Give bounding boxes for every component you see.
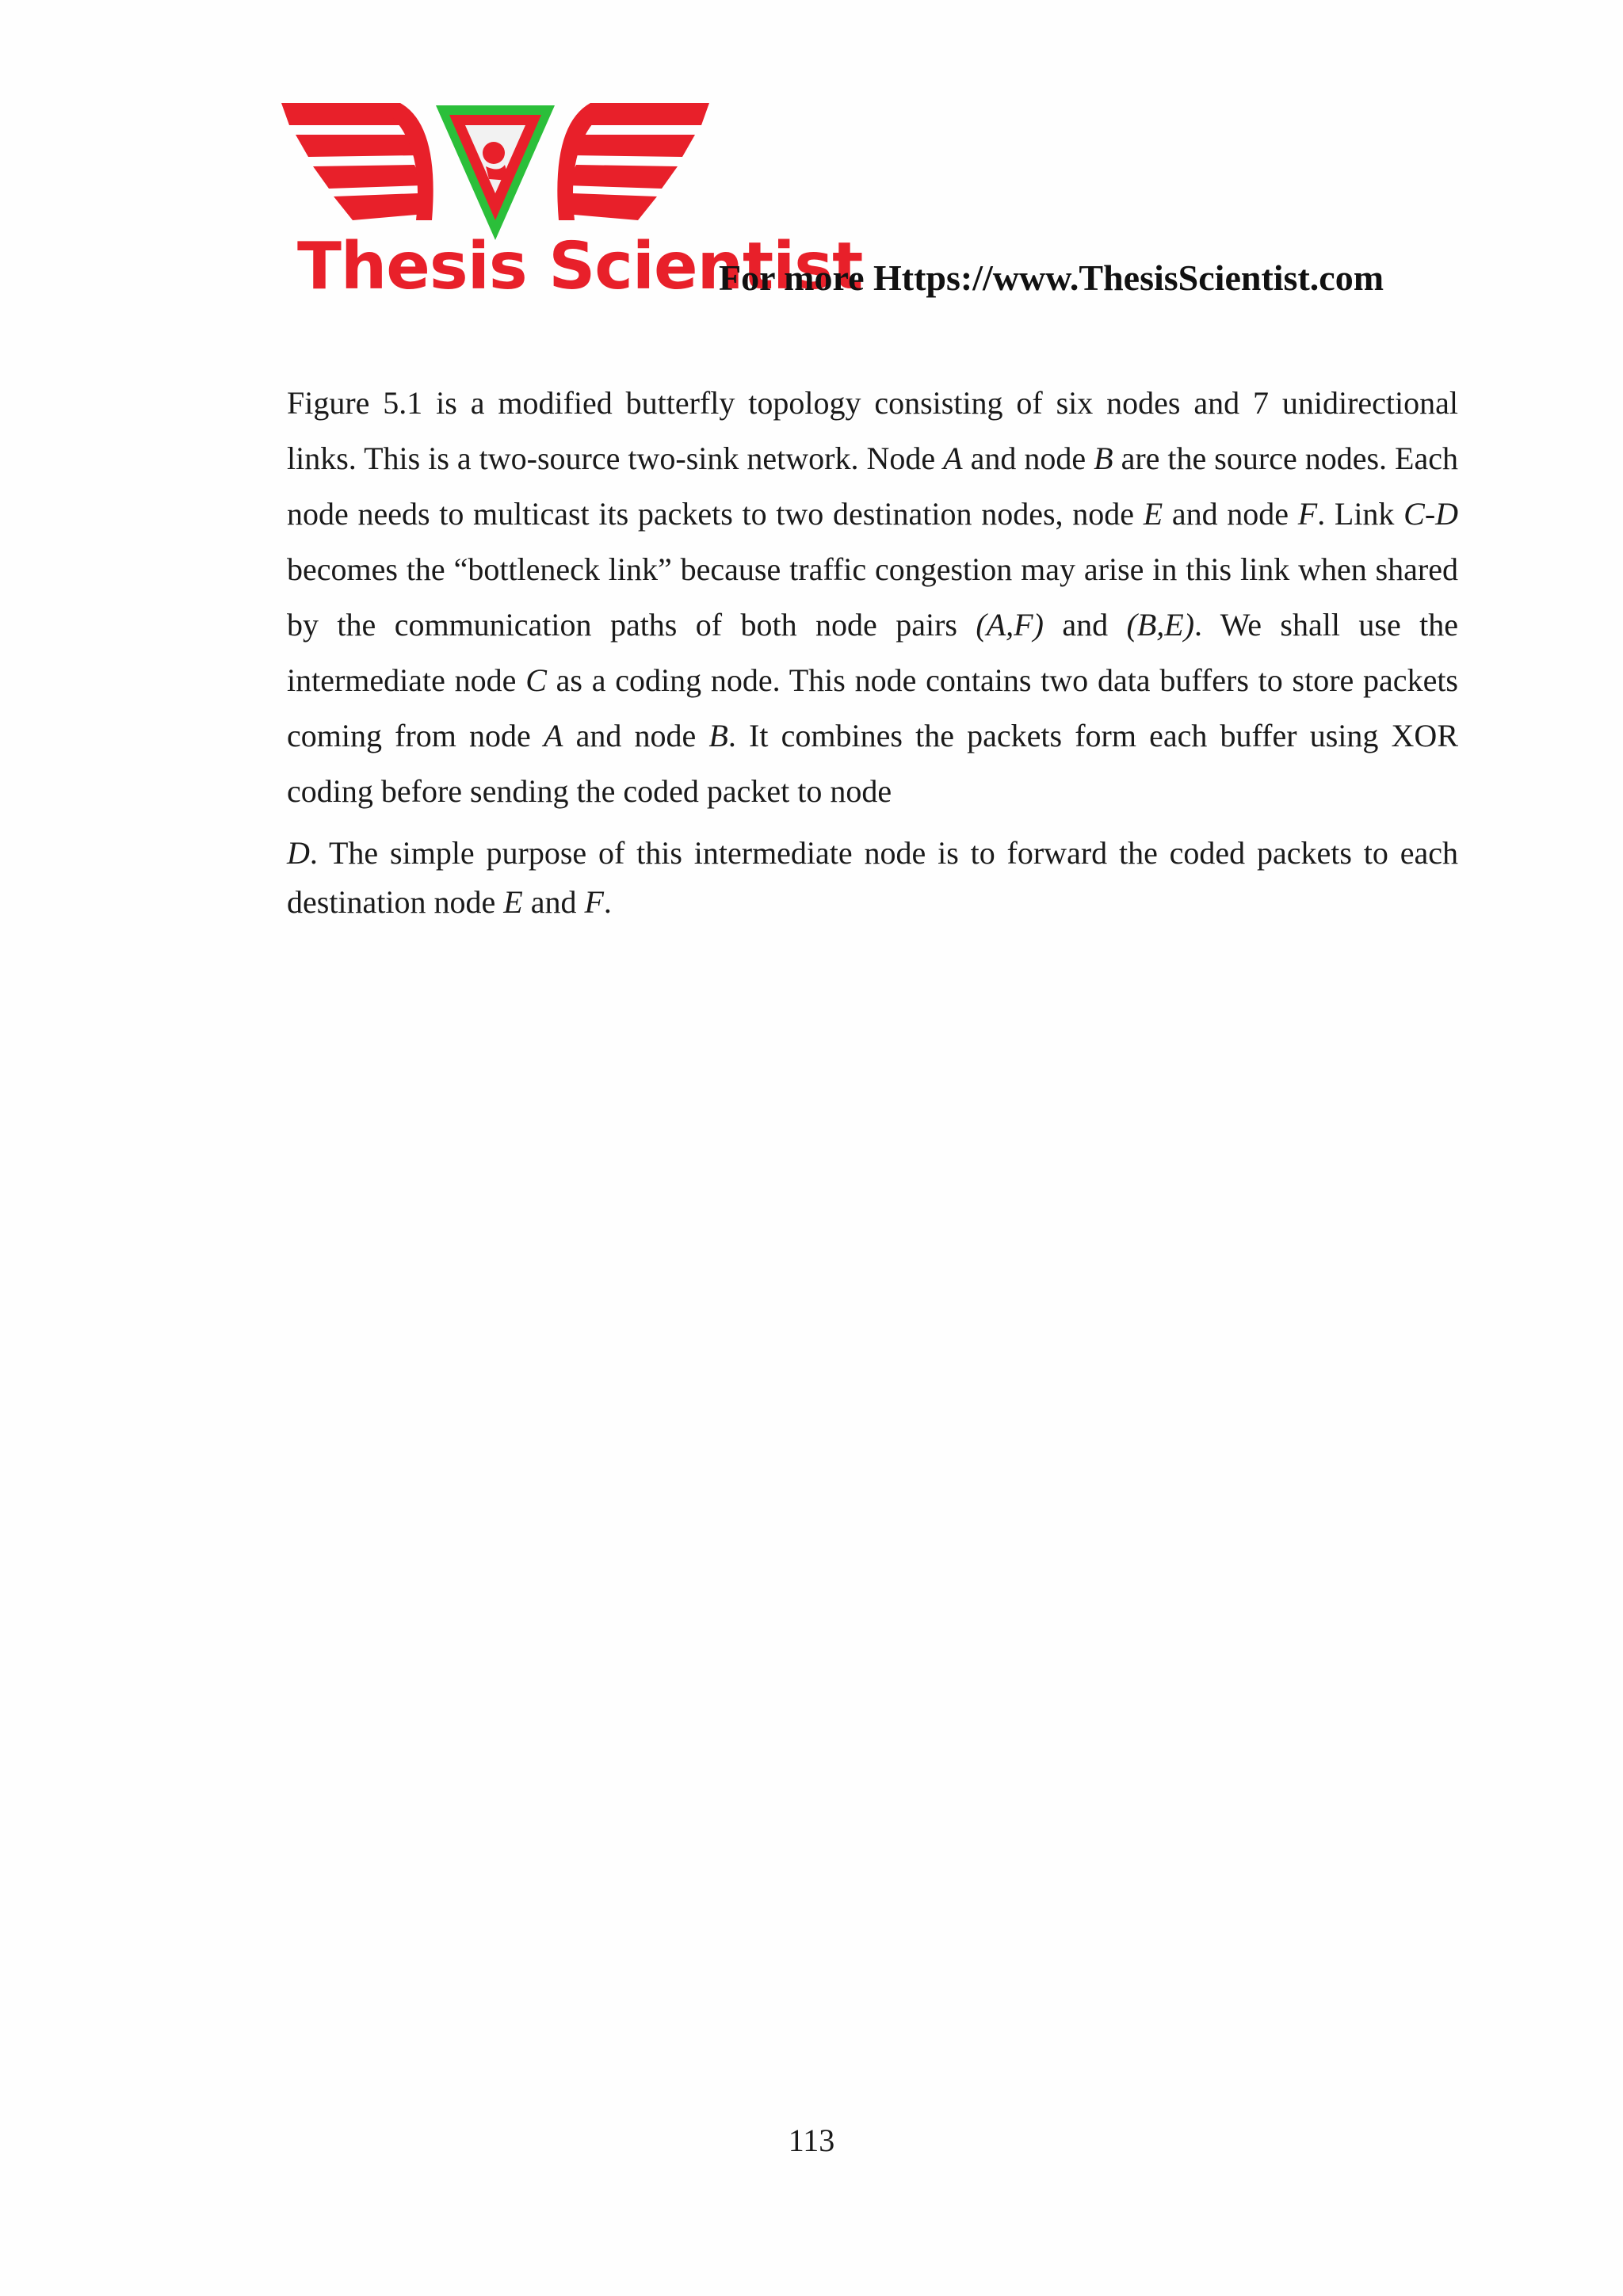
italic-term: F [584, 884, 604, 920]
text-run: are the source nodes. Each node needs to multicast its packets to two destination nodes, node [287, 441, 1458, 532]
italic-term: C-D [1403, 496, 1459, 532]
italic-term: (A,F) [976, 607, 1044, 643]
text-run: becomes the “bottleneck link” because traffic congestion may arise in this link when shared by the communication paths of both node pairs [287, 551, 1458, 643]
text-run: and [522, 884, 585, 920]
paragraph-1 [287, 376, 1458, 819]
thesis-scientist-logo-icon [281, 93, 709, 248]
website-link[interactable]: For more Https://www.ThesisScientist.com [719, 257, 1384, 298]
italic-term: F [1297, 496, 1318, 532]
text-run: and node [1163, 496, 1298, 532]
italic-term: B [1094, 441, 1113, 476]
paragraph-2 [287, 829, 1458, 927]
page-header [281, 93, 1470, 315]
text-run: and node [962, 441, 1094, 476]
text-run: and [1043, 607, 1127, 643]
italic-term: E [1143, 496, 1163, 532]
text-run: as a coding node. This node contains two data buffers to store packets coming from node [287, 662, 1458, 753]
italic-term: B [708, 718, 728, 753]
text-run: Figure 5.1 is a modified butterfly topology consisting of six nodes and 7 unidirectional links. This is a two-source two-sink network. Node [287, 385, 1458, 476]
text-run: . We shall use the intermediate node [287, 607, 1458, 698]
italic-term: A [943, 441, 963, 476]
text-run: . [603, 884, 612, 920]
text-run: and node [563, 718, 709, 753]
italic-term: (B,E) [1126, 607, 1195, 643]
italic-term: C [525, 662, 547, 698]
text-run: . Link [1317, 496, 1404, 532]
italic-term: E [503, 884, 523, 920]
logo-wordmark: Thesis Scientist [297, 229, 863, 304]
italic-term: D [287, 835, 310, 871]
text-run: . The simple purpose of this intermediate node is to forward the coded packets to each destination node [287, 835, 1458, 920]
body-text [287, 376, 1458, 927]
page-number: 113 [788, 2122, 835, 2158]
text-run: . It combines the packets form each buffer using XOR coding before sending the coded packet to node [287, 718, 1458, 809]
italic-term: A [543, 718, 563, 753]
